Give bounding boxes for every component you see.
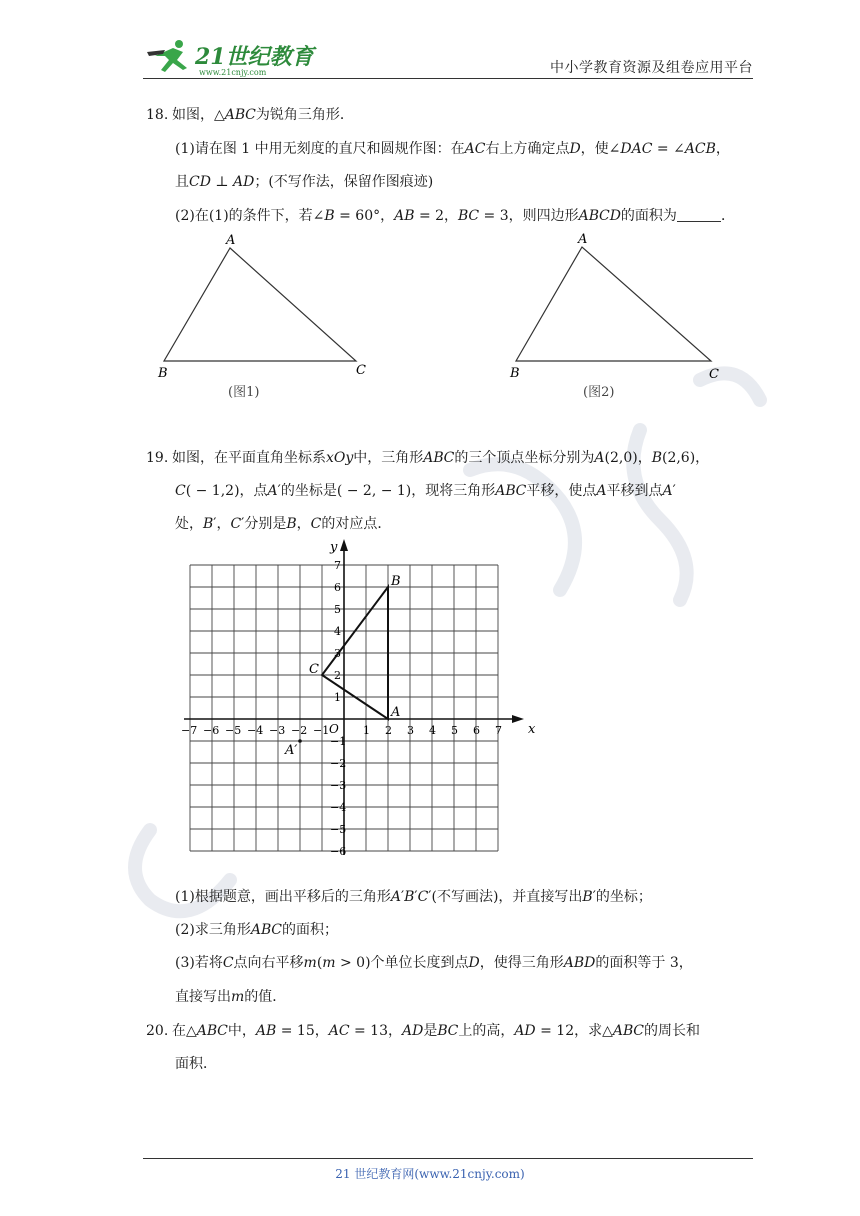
origin-label: O (329, 722, 339, 736)
x-axis-label: x (528, 722, 536, 737)
y-tick-label: −3 (330, 779, 347, 792)
fig2-caption: (图2) (583, 385, 615, 400)
q19-number: 19. (146, 450, 169, 466)
q18-part2-text: (2)在(1)的条件下，若∠𝐵 = 60°，𝐴𝐵 = 2，𝐵𝐶 = 3，则四边形𝐴𝐵𝐶𝐷的面积为 (175, 208, 677, 224)
fig2-label-b: B (510, 366, 520, 381)
q19-line1 (146, 448, 709, 468)
logo-subtext: www.21cnjy.com (199, 68, 267, 77)
q18-figure-2 (505, 230, 735, 405)
q18-figure-1 (150, 230, 380, 405)
answer-blank (677, 207, 721, 222)
q19-line3: 处，𝐵′，𝐶′分别是𝐵，𝐶的对应点． (175, 516, 392, 532)
x-tick-label: −1 (313, 724, 330, 737)
x-tick-label: 1 (363, 724, 370, 737)
q19-line2: 𝐶( − 1,2)，点𝐴′的坐标是( − 2, − 1)，现将三角形𝐴𝐵𝐶平移，使点𝐴平移到点𝐴′ (175, 483, 676, 499)
y-tick-label: −4 (330, 801, 347, 814)
point-a-label: A (391, 705, 401, 720)
fig1-label-b: B (158, 366, 168, 381)
x-tick-label: −4 (247, 724, 264, 737)
x-tick-label: −7 (181, 724, 198, 737)
q19-line1-text: 如图，在平面直角坐标系𝑥𝑂𝑦中，三角形𝐴𝐵𝐶的三个顶点坐标分别为𝐴(2,0)，𝐵(2,6)， (172, 450, 710, 466)
q18-stem: 如图，△𝐴𝐵𝐶为锐角三角形． (172, 107, 354, 123)
header-divider (143, 78, 753, 79)
y-tick-label: −1 (330, 735, 347, 748)
q20-number: 20. (146, 1023, 169, 1039)
triangle-abc-fig1 (164, 248, 356, 361)
q18-part2-line (175, 206, 735, 226)
y-tick-label: 3 (334, 647, 341, 660)
q19-sub3-line1: (3)若将𝐶点向右平移𝑚(𝑚 > 0)个单位长度到点𝐷，使得三角形𝐴𝐵𝐷的面积等于 3， (175, 955, 693, 971)
fig1-label-a: A (226, 233, 236, 248)
y-tick-label: 4 (334, 625, 341, 638)
y-tick-label: 5 (334, 603, 341, 616)
logo-text: 21世纪教育 (195, 44, 314, 70)
q18-part1-line2: 且𝐶𝐷 ⊥ 𝐴𝐷；(不写作法，保留作图痕迹) (175, 174, 434, 190)
q18-stem-line (146, 105, 354, 125)
page-header (143, 38, 753, 78)
q19-coordinate-grid (170, 538, 536, 860)
y-tick-label: −6 (330, 845, 347, 858)
fig2-label-c: C (709, 367, 719, 382)
x-tick-label: 2 (385, 724, 392, 737)
q19-sub2: (2)求三角形𝐴𝐵𝐶的面积； (175, 922, 338, 938)
fig1-caption: (图1) (228, 385, 260, 400)
q20-line2: 面积． (175, 1056, 217, 1072)
q18-number: 18. (146, 107, 169, 123)
y-tick-label: 6 (334, 581, 341, 594)
runner-icon (147, 40, 187, 72)
y-axis-label: y (330, 540, 338, 555)
x-tick-label: −3 (269, 724, 286, 737)
logo (143, 38, 313, 76)
fig1-label-c: C (356, 363, 366, 378)
x-tick-label: 3 (407, 724, 414, 737)
q19-sub3-line2: 直接写出𝑚的值． (175, 989, 287, 1005)
x-tick-label: 4 (429, 724, 436, 737)
point-a-prime (298, 739, 302, 743)
q20-line1-text: 在△𝐴𝐵𝐶中，𝐴𝐵 = 15，𝐴𝐶 = 13，𝐴𝐷是𝐵𝐶上的高，𝐴𝐷 = 12，求△𝐴𝐵𝐶的周长和 (172, 1023, 700, 1039)
q20-line1 (146, 1021, 700, 1041)
x-tick-label: 5 (451, 724, 458, 737)
footer-text: 21 世纪教育网(www.21cnjy.com) (335, 1167, 525, 1181)
point-a-prime-label: A′ (285, 743, 298, 758)
q19-sub1: (1)根据题意，画出平移后的三角形𝐴′𝐵′𝐶′(不写画法)，并直接写出𝐵′的坐标； (175, 889, 652, 905)
footer-divider (143, 1158, 753, 1159)
x-axis-arrow-icon (512, 715, 524, 723)
x-tick-label: −6 (203, 724, 220, 737)
y-axis-arrow-icon (340, 539, 348, 551)
y-tick-label: −5 (330, 823, 347, 836)
point-b-label: B (391, 574, 401, 589)
q18-part1-line1: (1)请在图 1 中用无刻度的直尺和圆规作图：在𝐴𝐶右上方确定点𝐷，使∠𝐷𝐴𝐶 = ∠𝐴𝐶𝐵， (175, 141, 730, 157)
point-c-label: C (309, 662, 319, 677)
y-tick-label: 2 (334, 669, 341, 682)
y-tick-label: 1 (334, 691, 341, 704)
y-tick-label: 7 (334, 559, 341, 572)
x-tick-label: −2 (291, 724, 308, 737)
y-tick-label: −2 (330, 757, 347, 770)
x-tick-label: 6 (473, 724, 480, 737)
triangle-abc-fig2 (516, 247, 711, 361)
x-tick-label: 7 (495, 724, 502, 737)
q18-part2-end: ． (720, 208, 735, 224)
header-title: 中小学教育资源及组卷应用平台 (550, 60, 753, 76)
fig2-label-a: A (578, 232, 588, 247)
x-tick-label: −5 (225, 724, 242, 737)
